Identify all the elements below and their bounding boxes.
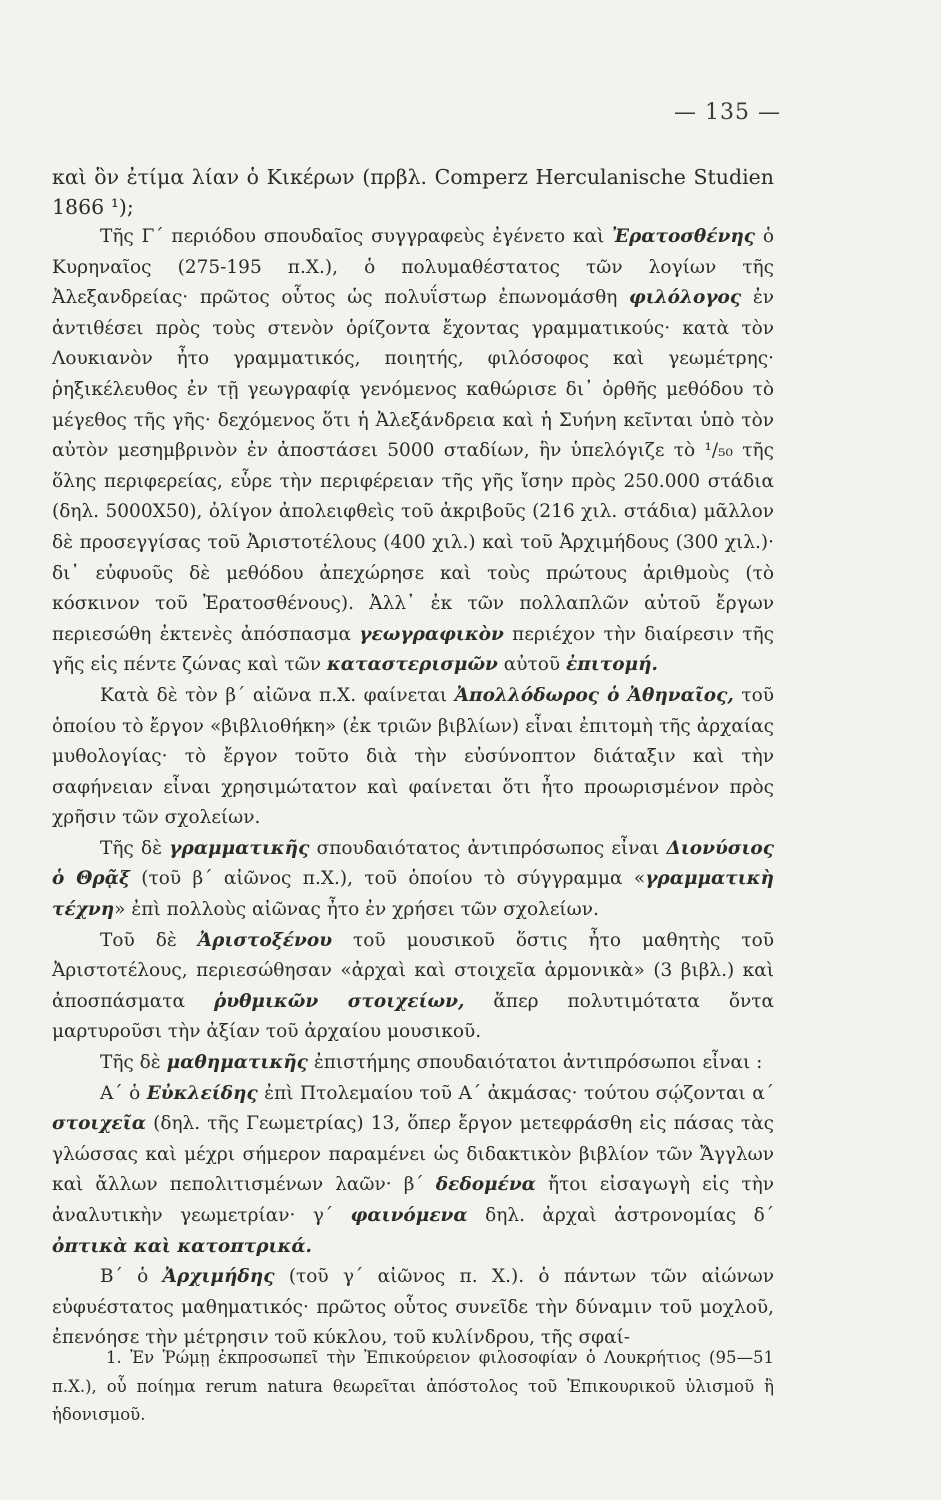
paragraph <box>52 162 774 222</box>
emphasized-term: ἐπιτομή. <box>566 654 658 676</box>
text-run: Τῆς δὲ <box>100 837 170 859</box>
paragraph <box>52 222 774 681</box>
paragraph <box>52 1079 774 1263</box>
text-run: Τοῦ δὲ <box>100 929 198 951</box>
paragraph <box>52 681 774 834</box>
text-run: ἐπὶ Πτολεμαίου τοῦ Α΄ ἀκμάσας· τούτου σῴζονται α΄ <box>257 1082 774 1104</box>
text-run: ); <box>118 195 134 219</box>
text-run: δηλ. ἀρχαὶ ἀστρονομίας δ΄ <box>467 1205 774 1226</box>
text-run: περιέχον τὴν διαίρεσιν τῆς γῆς εἰς πέντε ζώνας καὶ τῶν <box>52 623 775 676</box>
body-text <box>52 162 774 1354</box>
emphasized-term: ῥυθμικῶν στοιχείων, <box>213 990 465 1012</box>
footnote-text: 1. Ἐν Ῥώμῃ ἐκπροσωπεῖ τὴν Ἐπικούρειον φιλοσοφίαν ὁ Λουκρήτιος (95—51 π.Χ.), οὗ ποίημα rerum natura θεωρεῖται ἀπόστολος τοῦ Ἐπικουρικοῦ ὑλισμοῦ ἢ ἡδονισμοῦ. <box>52 1348 774 1424</box>
emphasized-term: Ἀπολλόδωρος ὁ Ἀθηναῖος, <box>454 684 734 706</box>
text-run: Α΄ ὁ <box>100 1082 147 1104</box>
emphasized-term: στοιχεῖα <box>52 1113 146 1135</box>
text-run: τοῦ μουσικοῦ ὅστις ἦτο μαθητὴς τοῦ Ἀριστοτέλους, περιεσώθησαν «ἀρχαὶ καὶ στοιχεῖα ἁρμονικὰ» (3 βιβλ.) καὶ ἀποσπάσματα <box>52 929 774 1012</box>
emphasized-term: Ἀρχιμήδης <box>162 1266 275 1288</box>
emphasized-term: φαινόμενα <box>350 1205 468 1226</box>
text-run: Τῆς Γ΄ περιόδου σπουδαῖος συγγραφεὺς ἐγένετο καὶ <box>100 226 612 247</box>
paragraph <box>52 1262 774 1354</box>
text-run: (δηλ. τῆς Γεωμετρίας) 13, ὅπερ ἔργον μετεφράσθη εἰς πάσας τὰς γλώσσας καὶ μέχρι σήμερον παραμένει ὡς διδακτικὸν βιβλίον τῶν Ἄγγλων καὶ ἄλλων πεπολιτισμένων λαῶν· β΄ <box>52 1113 774 1196</box>
text-run: ἐν ἀντιθέσει πρὸς τοὺς στενὸν ὁρίζοντα ἔχοντας γραμματικούς· κατὰ τὸν Λουκιανὸν ἦτο γραμματικός, ποιητής, φιλόσοφος καὶ γεωμέτρης· ῥηξικέλευθος ἐν τῇ γεωγραφίᾳ γενόμενος καθώρισε δι᾽ ὀρθῆς μεθόδου τὸ μέγεθος τῆς γῆς· δεχόμενος ὅτι ἡ Ἀλεξάνδρεια καὶ ἡ Συήνη κεῖνται ὑπὸ τὸν αὐτὸν μεσημβρινὸν ἐν ἀποστάσει 5000 σταδίων, ἣν ὑπελόγιζε τὸ ¹/₅₀ τῆς ὅλης περιφερείας, εὗρε τὴν περιφέρειαν τῆς γῆς ἴσην πρὸς 250.000 στάδια (δηλ. 5000X50), ὀλίγον ἀπολειφθεὶς τοῦ ἀκριβοῦς (216 χιλ. στάδια) μᾶλλον δὲ προσεγγίσας τοῦ Ἀριστοτέλους (400 χιλ.) καὶ τοῦ Ἀρχιμήδους (300 χιλ.)· δι᾽ εὐφυοῦς δὲ μεθόδου ἀπεχώρησε καὶ τοὺς πρώτους ἀριθμοὺς (τὸ κόσκινον τοῦ Ἐρατοσθένους). Ἀλλ᾽ ἐκ τῶν πολλαπλῶν αὐτοῦ ἔργων περιεσώθη ἐκτενὲς ἀπόσπασμα <box>52 287 775 645</box>
text-run: σπουδαιότατος ἀντιπρόσωπος εἶναι <box>309 837 667 859</box>
text-run: (τοῦ β΄ αἰῶνος π.Χ.), τοῦ ὁποίου τὸ σύγγραμμα « <box>129 868 646 890</box>
text-run: ἐπιστήμης σπουδαιότατοι ἀντιπρόσωποι εἶναι : <box>307 1052 763 1074</box>
page-number: — 135 — <box>674 100 781 125</box>
text-run: καὶ ὃν ἐτίμα λίαν ὁ Κικέρων (πρβλ. Comperz Herculanische Studien 1866 <box>52 165 774 219</box>
emphasized-term: καταστερισμῶν <box>326 654 498 676</box>
text-run: (τοῦ γ΄ αἰῶνος π. Χ.). ὁ πάντων τῶν αἰώνων εὐφυέστατος μαθηματικός· πρῶτος οὗτος συνεῖδε τὴν δύναμιν τοῦ μοχλοῦ, ἐπενόησε τὴν μέτρησιν τοῦ κύκλου, τοῦ κυλίνδρου, τῆς σφαί- <box>52 1266 774 1349</box>
emphasized-term: μαθηματικῆς <box>166 1052 308 1074</box>
emphasized-term: ὀπτικὰ καὶ κατοπτρικά. <box>52 1235 312 1257</box>
paragraph <box>52 926 774 1048</box>
emphasized-term: γραμματικὴ τέχνη <box>52 868 774 921</box>
paragraph <box>52 834 774 926</box>
emphasized-term: δεδομένα <box>435 1174 536 1196</box>
text-run: » ἐπὶ πολλοὺς αἰῶνας ἦτο ἐν χρήσει τῶν σχολείων. <box>114 899 599 921</box>
text-run: Κατὰ δὲ τὸν β΄ αἰῶνα π.Χ. φαίνεται <box>100 684 455 706</box>
text-run: Τῆς δὲ <box>100 1052 167 1074</box>
emphasized-term: φιλόλογος <box>629 287 742 309</box>
paragraph <box>52 1048 774 1079</box>
text-run: ἅπερ πολυτιμότατα ὄντα μαρτυροῦσι τὴν ἀξίαν τοῦ ἀρχαίου μουσικοῦ. <box>52 990 774 1043</box>
emphasized-term: γεωγραφικὸν <box>359 623 504 645</box>
emphasized-term: γραμματικῆς <box>169 837 310 859</box>
emphasized-term: Ἀριστοξένου <box>197 929 333 951</box>
text-run: ἤτοι εἰσαγωγὴ εἰς τὴν ἀναλυτικὴν γεωμετρίαν· γ΄ <box>52 1174 774 1226</box>
text-run: τοῦ ὁποίου τὸ ἔργον «βιβλιοθήκη» (ἐκ τριῶν βιβλίων) εἶναι ἐπιτομὴ τῆς ἀρχαίας μυθολογίας· τὸ ἔργον τοῦτο διὰ τὴν εὐσύνοπτον διάταξιν καὶ τὴν σαφήνειαν εἶναι χρησιμώτατον καὶ φαίνεται ὅτι ἦτο προωρισμένον πρὸς χρῆσιν τῶν σχολείων. <box>52 684 775 829</box>
text-run: ὁ Κυρηναῖος (275-195 π.Χ.), ὁ πολυμαθέστατος τῶν λογίων τῆς Ἀλεξανδρείας· πρῶτος οὗτος ὡς πολυΐστωρ ἐπωνομάσθη <box>52 226 774 309</box>
text-run: Β΄ ὁ <box>100 1266 163 1288</box>
emphasized-term: Εὐκλείδης <box>146 1082 258 1104</box>
text-run: ¹ <box>110 195 119 219</box>
text-run: αὐτοῦ <box>497 654 567 676</box>
footnote <box>52 1344 774 1430</box>
emphasized-term: Ἐρατοσθένης <box>611 226 756 247</box>
emphasized-term: Διονύσιος ὁ Θρᾷξ <box>52 837 774 890</box>
